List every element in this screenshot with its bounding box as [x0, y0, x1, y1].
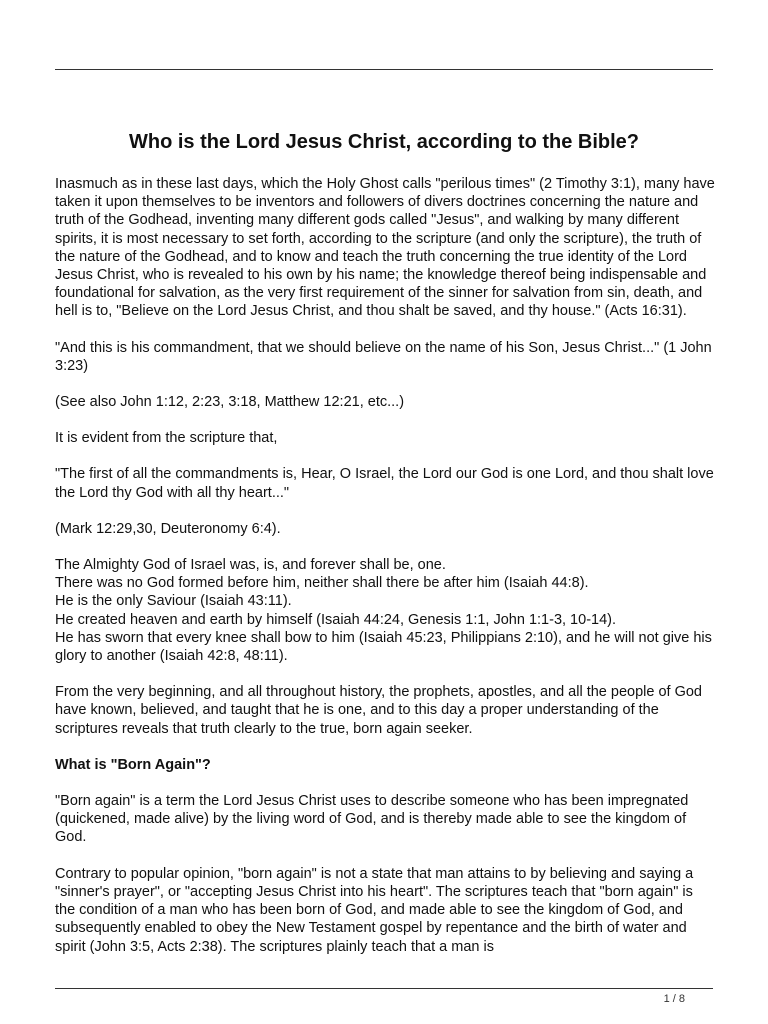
footer-rule [55, 988, 713, 989]
paragraph-contrary-opinion: Contrary to popular opinion, "born again" is not a state that man attains to by believing and saying a "sinner's prayer", or "accepting Jesus Christ into his heart". The scriptures teach that "born again" is the condition of a man who has been born of God, and made able to see the kingdom of God, and subsequently enabled to obey the New Testament gospel by repentance and the birth of water and spirit (John 3:5, Acts 2:38). The scriptures plainly teach that a man is [55, 865, 694, 955]
paragraph-mark-reference: (Mark 12:29,30, Deuteronomy 6:4). [55, 520, 281, 537]
paragraph-first-commandment: "The first of all the commandments is, Hear, O Israel, the Lord our God is one Lord, and thou shalt love the Lord thy God with all thy heart..." [55, 466, 714, 501]
document-title: Who is the Lord Jesus Christ, according to the Bible? [128, 131, 640, 153]
paragraph-born-again-definition: "Born again" is a term the Lord Jesus Christ uses to describe someone who has been impregnated (quickened, made alive) by the living word of God, and is thereby made able to see the kingdom of God. [55, 793, 689, 846]
paragraph-from-beginning: From the very beginning, and all throughout history, the prophets, apostles, and all the people of God have known, believed, and taught that he is one, and to this day a proper understanding of the scriptures reveals that truth clearly to the true, born again seeker. [55, 684, 702, 737]
paragraph-almighty-god: The Almighty God of Israel was, is, and forever shall be, one. There was no God formed before him, neither shall there be after him (Isaiah 44:8). He is the only Saviour (Isaiah 43:11). He created heaven and earth by himself (Isaiah 44:24, Genesis 1:1, John 1:1-3, 10-14). He has sworn that every knee shall bow to him (Isaiah 45:23, Philippians 2:10), and he will not give his glory to another (Isaiah 42:8, 48:11). [55, 557, 712, 665]
section-heading-born-again: What is "Born Again"? [55, 756, 211, 773]
document-body [55, 175, 717, 974]
paragraph-1john-quote: "And this is his commandment, that we should believe on the name of his Son, Jesus Christ..." (1 John 3:23) [55, 339, 712, 374]
paragraph-evident: It is evident from the scripture that, [55, 430, 278, 447]
page-number: 1 / 8 [663, 993, 685, 1005]
header-rule [55, 69, 713, 70]
paragraph-intro: Inasmuch as in these last days, which the Holy Ghost calls "perilous times" (2 Timothy 3:1), many have taken it upon themselves to be inventors and followers of divers doctrines concerning the nature and truth of the Godhead, inventing many different gods called "Jesus", and walking by many different spirits, it is most necessary to set forth, according to the scripture (and only the scripture), the truth of the nature of the Godhead, and to know and teach the truth concerning the true identity of the Lord Jesus Christ, who is revealed to his own by his name; the knowledge thereof being indispensable and foundational for salvation, as the very first requirement of the sinner for salvation from sin, death, and hell is to, "Believe on the Lord Jesus Christ, and thou shalt be saved, and thy house." (Acts 16:31). [55, 176, 715, 320]
paragraph-see-also: (See also John 1:12, 2:23, 3:18, Matthew 12:21, etc...) [55, 394, 405, 411]
